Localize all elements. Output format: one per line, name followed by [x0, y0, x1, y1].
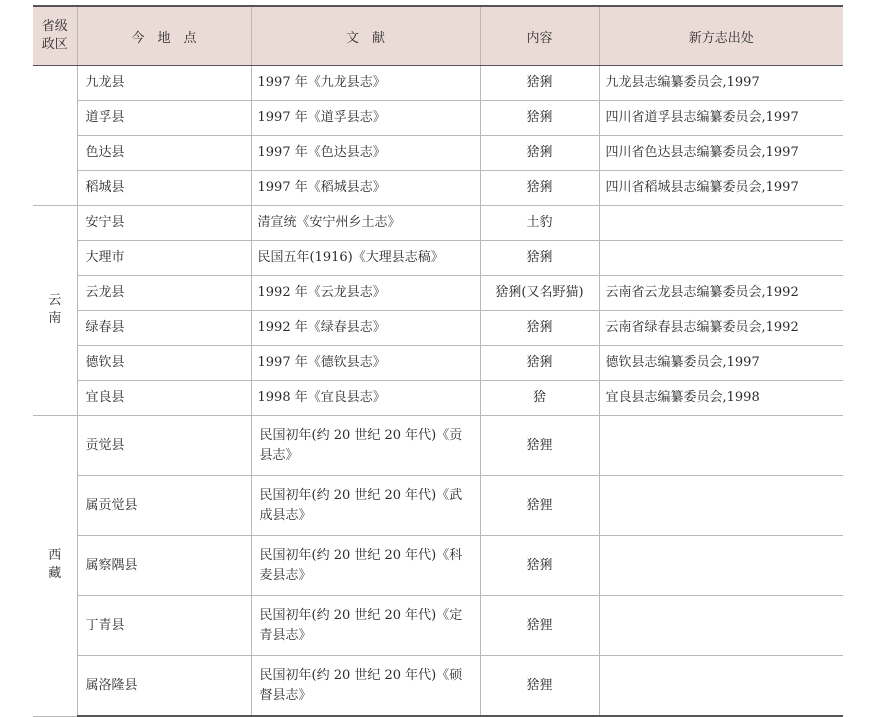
place-cell: 宜良县: [77, 381, 251, 416]
source-cell: [599, 596, 843, 656]
source-cell: 宜良县志编纂委员会,1998: [599, 381, 843, 416]
source-cell: 四川省道孚县志编纂委员会,1997: [599, 101, 843, 136]
content-cell: 猞狸: [480, 476, 599, 536]
content-cell: 猞猁(又名野猫): [480, 276, 599, 311]
source-cell: 四川省色达县志编纂委员会,1997: [599, 136, 843, 171]
province-cell: 云南: [33, 206, 77, 416]
table-row: [33, 241, 843, 276]
place-cell: 德钦县: [77, 346, 251, 381]
province-cell: [33, 66, 77, 206]
place-cell: 云龙县: [77, 276, 251, 311]
place-cell: 道孚县: [77, 101, 251, 136]
source-cell: [599, 241, 843, 276]
content-cell: 猞猁: [480, 536, 599, 596]
source-cell: [599, 206, 843, 241]
table-row: [33, 381, 843, 416]
literature-cell: 民国初年(约 20 世纪 20 年代)《定青县志》: [251, 596, 480, 656]
literature-cell: 1992 年《绿春县志》: [251, 311, 480, 346]
content-cell: 猞猁: [480, 66, 599, 101]
literature-cell: 民国初年(约 20 世纪 20 年代)《武成县志》: [251, 476, 480, 536]
place-cell: 属贡觉县: [77, 476, 251, 536]
literature-cell: 1997 年《色达县志》: [251, 136, 480, 171]
literature-cell: 民国初年(约 20 世纪 20 年代)《硕督县志》: [251, 656, 480, 717]
content-cell: 土豹: [480, 206, 599, 241]
place-cell: 大理市: [77, 241, 251, 276]
table-row: [33, 206, 843, 241]
source-cell: 九龙县志编纂委员会,1997: [599, 66, 843, 101]
table-row: [33, 416, 843, 476]
source-cell: 云南省绿春县志编纂委员会,1992: [599, 311, 843, 346]
table-row: [33, 596, 843, 656]
content-cell: 猞狸: [480, 416, 599, 476]
literature-cell: 1998 年《宜良县志》: [251, 381, 480, 416]
literature-cell: 民国初年(约 20 世纪 20 年代)《贡县志》: [251, 416, 480, 476]
literature-cell: 1997 年《稻城县志》: [251, 171, 480, 206]
place-cell: 九龙县: [77, 66, 251, 101]
content-cell: 猞狸: [480, 596, 599, 656]
table-row: [33, 171, 843, 206]
table-row: [33, 476, 843, 536]
header-row: [33, 6, 843, 66]
source-cell: [599, 536, 843, 596]
table-row: [33, 311, 843, 346]
header-province: 省级 政区: [33, 6, 77, 66]
content-cell: 猞狸: [480, 656, 599, 717]
source-cell: 四川省稻城县志编纂委员会,1997: [599, 171, 843, 206]
source-cell: 德钦县志编纂委员会,1997: [599, 346, 843, 381]
place-cell: 贡觉县: [77, 416, 251, 476]
content-cell: 猞猁: [480, 346, 599, 381]
table-row: [33, 101, 843, 136]
literature-cell: 1997 年《德钦县志》: [251, 346, 480, 381]
literature-cell: 民国初年(约 20 世纪 20 年代)《科麦县志》: [251, 536, 480, 596]
table-row: [33, 656, 843, 717]
table-row: [33, 276, 843, 311]
table-row: [33, 136, 843, 171]
header-content: 内容: [480, 6, 599, 66]
content-cell: 猞: [480, 381, 599, 416]
gazetteer-table: [33, 5, 843, 717]
header-literature: 文 献: [251, 6, 480, 66]
place-cell: 安宁县: [77, 206, 251, 241]
source-cell: [599, 416, 843, 476]
province-cell: 西藏: [33, 416, 77, 717]
content-cell: 猞猁: [480, 171, 599, 206]
literature-cell: 清宣统《安宁州乡土志》: [251, 206, 480, 241]
place-cell: 色达县: [77, 136, 251, 171]
literature-cell: 民国五年(1916)《大理县志稿》: [251, 241, 480, 276]
literature-cell: 1997 年《九龙县志》: [251, 66, 480, 101]
source-cell: [599, 476, 843, 536]
source-cell: [599, 656, 843, 717]
content-cell: 猞猁: [480, 101, 599, 136]
place-cell: 属洛隆县: [77, 656, 251, 717]
table-row: [33, 66, 843, 101]
content-cell: 猞猁: [480, 136, 599, 171]
literature-cell: 1997 年《道孚县志》: [251, 101, 480, 136]
place-cell: 稻城县: [77, 171, 251, 206]
header-place: 今 地 点: [77, 6, 251, 66]
table-row: [33, 536, 843, 596]
place-cell: 丁青县: [77, 596, 251, 656]
source-cell: 云南省云龙县志编纂委员会,1992: [599, 276, 843, 311]
table-row: [33, 346, 843, 381]
literature-cell: 1992 年《云龙县志》: [251, 276, 480, 311]
content-cell: 猞猁: [480, 241, 599, 276]
content-cell: 猞猁: [480, 311, 599, 346]
place-cell: 绿春县: [77, 311, 251, 346]
place-cell: 属察隅县: [77, 536, 251, 596]
header-source: 新方志出处: [599, 6, 843, 66]
